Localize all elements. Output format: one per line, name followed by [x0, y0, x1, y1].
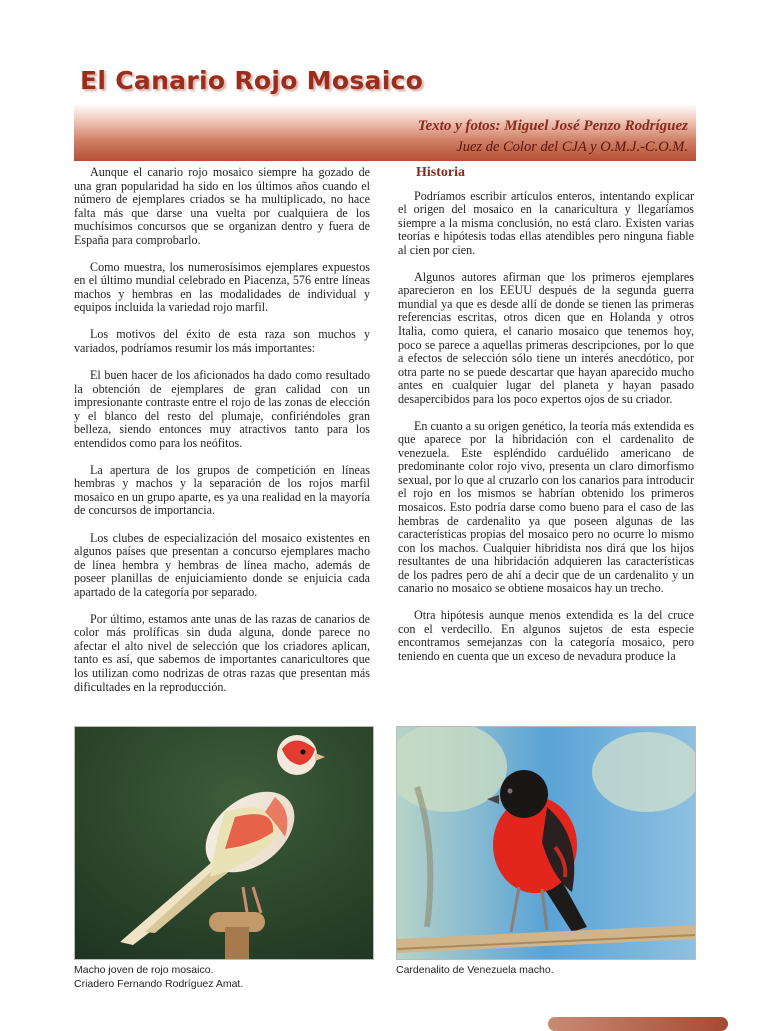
author-credit: Texto y fotos: Miguel José Penzo Rodríguez — [417, 118, 688, 134]
page-footer-tab — [548, 1017, 728, 1031]
paragraph: La apertura de los grupos de competición en líneas hembras y machos y la separación de los rojos marfil mosaico en un grupo aparte, es ya una realidad en la mayoría de concursos de importancia. — [74, 462, 370, 518]
figure-caption — [74, 963, 243, 991]
paragraph: El buen hacer de los aficionados ha dado como resultado la obtención de ejemplares de gran calidad con un impresionante contraste entre el rojo de las zonas de elección y el blanco del resto del plumaje, confiriéndoles gran belleza, siendo entonces muy atractivos tanto para los entendidos como para los neófitos. — [74, 368, 370, 450]
paragraph: En cuanto a su origen genético, la teoría más extendida es que aparece por la hibridación con el cardenalito de venezuela. Este espléndido carduélido americano de predominante color rojo vivo, presenta un claro dimorfismo sexual, por lo que al cruzarlo con los canarios para introducir el rojo en los mismos se habrían obtenido los primeros mosaicos. Esto podría darse como bueno para el caso de las hembras de cardenalito ya que poseen algunas de las características propias del mosaico pero no ocurre lo mismo con los machos. Cualquier hibridista nos dirá que los hijos resultantes de una hibridación adquieren las características de los padres pero de ahí a decir que de un cardenalito y un canario no mosaico se obtiene mosaicos hay un trecho. — [398, 418, 694, 596]
right-column — [398, 166, 694, 677]
paragraph: Los motivos del éxito de esta raza son muchos y variados, podríamos resumir los más importantes: — [74, 327, 370, 356]
canary-photo — [74, 726, 374, 960]
siskin-illustration — [397, 727, 695, 959]
article-title: El Canario Rojo Mosaico — [80, 66, 424, 95]
siskin-photo — [396, 726, 696, 960]
paragraph: Los clubes de especialización del mosaico existentes en algunos países que presentan a concurso ejemplares macho de línea hembra y hembras de línea macho, además de poseer planillas de enjuiciamiento donde se enjuicia cada apartado de la categoría por separado. — [74, 530, 370, 599]
left-column — [74, 166, 370, 708]
caption-line: Macho joven de rojo mosaico. — [74, 964, 214, 976]
paragraph: Otra hipótesis aunque menos extendida es la del cruce con el verdecillo. En algunos sujetos de esta especie encontramos semejanzas con la categoría mosaico, pero teniendo en cuenta que un exceso de nevadura produce la — [398, 608, 694, 663]
paragraph: Algunos autores afirman que los primeros ejemplares aparecieron en los EEUU después de la segunda guerra mundial ya que es desde allí de donde se tienen las primeras referencias escritas, otros dicen que en Holanda y otros Italia, como quiera, el canario mosaico que tenemos hoy, poco se parece a aquellas primeras descripciones, por lo que a efectos de selección sólo tiene un interés anecdótico, por otra parte no se puede descartar que hayan aparecido mucho antes en cualquier lugar del planeta y hayan pasado desapercibidos para los poco expertos ojos de su criador. — [398, 269, 694, 406]
canary-illustration — [75, 727, 373, 959]
section-heading: Historia — [416, 165, 465, 180]
paragraph: Podríamos escribir artículos enteros, intentando explicar el origen del mosaico en la canaricultura y llegaríamos siempre a la misma conclusión, no está claro. Existen varias teorías e hipótesis todas ellas atendibles pero ninguna fiable al cien por cien. — [398, 188, 694, 257]
paragraph: Por último, estamos ante unas de las razas de canarios de color más prolíficas sin duda alguna, donde parece no afectar el alto nivel de selección que los criadores aplican, tanto es así, que sabemos de importantes canaricultores que los utilizan como nodrizas de otras razas que presentan más dificultades en la reproducción. — [74, 611, 370, 694]
caption-line: Cardenalito de Venezuela macho. — [396, 964, 554, 976]
paragraph: Aunque el canario rojo mosaico siempre ha gozado de una gran popularidad ha sido en los últimos años cuando el número de ejemplares criados se ha multiplicado, no hace falta más que darse una vuelta por cualquiera de los muchísimos concursos que se organizan dentro y fuera de España para comprobarlo. — [74, 165, 370, 247]
paragraph: Como muestra, los numerosísimos ejemplares expuestos en el último mundial celebrado en Piacenza, 576 entre líneas machos y hembras en las modalidades de individual y equipos incluida la variedad rojo marfil. — [74, 259, 370, 315]
figure-caption — [396, 963, 554, 977]
caption-line: Criadero Fernando Rodríguez Amat. — [74, 978, 244, 990]
author-affiliation: Juez de Color del CJA y O.M.J.-C.O.M. — [456, 139, 688, 155]
